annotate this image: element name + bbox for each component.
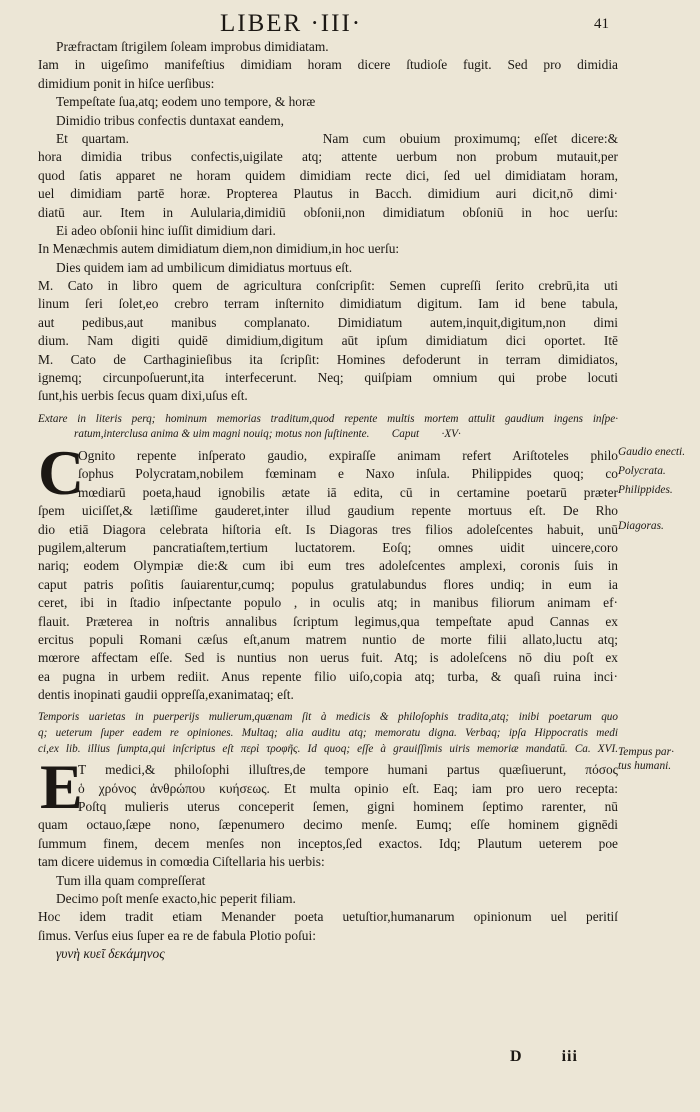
text-line: Hoc idem tradit etiam Menander poeta uetuſtior,humanarum opinionum uel peritiſ (38, 909, 618, 925)
drop-cap-initial: C (38, 437, 85, 508)
text-line: Ognito repente inſperato gaudio, expiraſſe animam refert Ariſtoteles philo (78, 448, 618, 463)
signature-letter: D (510, 1048, 523, 1065)
verse-line: Tum illa quam compreſſerat (56, 872, 206, 888)
text-line: ſunt,his uerbis ſecus quam dixi,uſus eſt. (38, 388, 248, 404)
margin-note-gaudio: Gaudio enecti. (618, 446, 686, 458)
text-line: Iam in uigeſimo manifeſtius dimidiam horam dicere ſtudioſe fugit. Sed pro dimidia (38, 57, 618, 73)
text-line: quam octauo,ſæpe nono, ſæpenumero decimo menſe. Eumq; eſſe hominem gignēdi (38, 817, 618, 833)
text-line: M. Cato de Carthaginieſibus ita ſcripſit: Homines defoderunt in terram dimidiatos, (38, 351, 618, 367)
text-line: hora dimidia tribus confectis,uigilate atq; attente uerbum non probum mutauit,per (38, 149, 618, 165)
text-body (38, 38, 618, 964)
text-line: In Menæchmis autem dimidiatum diem,non dimidium,in hoc uerſu: (38, 241, 400, 257)
margin-note-polycrata: Polycrata. (618, 465, 666, 477)
text-line: ercitus populi Romani cæſus eſt,anum matrem nuntio de morte filii allato,luctu atq; (38, 631, 618, 647)
chapter-heading-line: ratum,interclusa anima & uim magni nouiq; motus non ſuſtinente. Caput ·XV· (74, 428, 461, 441)
signature-leaf: iii (561, 1048, 578, 1065)
chapter-heading-line: q; ueterum ſuper eadem re opiniones. Multaq; alia auditu atq; memoratu digna. Verbaq; ipſa Hippocratis medi (38, 727, 618, 740)
text-line: Et quartam. Nam cum obuium proximumq; eſſet dicere:& (56, 130, 618, 146)
text-line: caput patris poſitis ſauiarentur,cumq; populus gratulabundus flores undiq; in eum ia (38, 576, 618, 592)
text-line: nariq; eodem Olympiæ die:& cum ibi eum tres adoleſcentes amplexi, coronis ſuis in (38, 558, 618, 574)
text-line: linum ſeri ſolet,eo crebro terram inſternito dimidiatum digitum. Iam id bene tabula, (38, 296, 618, 312)
signature-mark (510, 1048, 612, 1066)
margin-note-philippides: Philippides. (618, 484, 673, 496)
verse-line: Tempeſtate ſua,atq; eodem uno tempore, & horæ (56, 94, 316, 110)
text-line: flauit. Præterea in noſtris annalibus ſcriptum legimus,qua tempeſtate apud Cannas ex (38, 613, 618, 629)
text-line: ſimus. Verſus eius ſuper ea re de fabula Plotio poſui: (38, 927, 316, 943)
text-line: Poſtq mulieris uterus conceperit ſemen, gigni hominem ſeptimo rarenter, nū (78, 799, 618, 815)
margin-note-diagoras: Diagoras. (618, 520, 664, 532)
greek-verse-line: γυνὴ κυεῖ δεκάμηνος (56, 946, 165, 962)
folio-number: 41 (594, 16, 609, 32)
verse-line: Decimo poſt menſe exacto,hic peperit filiam. (56, 890, 296, 906)
chapter-xv-text (38, 437, 618, 704)
text-line: ſpem uiciſſet,& lætiſſime gauderet,inter illud gaudium repente mortuus eſt. De Rho (38, 503, 618, 519)
text-line: ceret, ibi in ſtadio inſpectante populo , in oculis atq; in manibus filiorum animam ef· (38, 595, 618, 611)
text-line: ὁ χρόνος ἀνθρώπου κυήσεως. Et multa opinio eſt. Eaq; iam pro uero recepta: (78, 780, 618, 796)
text-line: diatū aur. Item in Aulularia,dimidiū obſonii,non dimidiatum obſoniū in hoc uerſu: (38, 204, 618, 220)
text-line: dio etiā Diagora celebrata hiſtoria eſt. Is Diagoras tres filios adoleſcentes habuit, unū (38, 521, 618, 537)
text-line: mœrore affectam eſſe. Sed is nuntius non uerus fuit. Atq; is adoleſcens nō diu poſt ex (38, 650, 618, 666)
margin-note-tempus: Tempus par· (618, 746, 674, 758)
text-line: M. Cato in libro quem de agricultura conſcripſit: Semen cupreſſi ſerito crebrū,ita uti (38, 278, 618, 294)
verse-line: Dies quidem iam ad umbilicum dimidiatus mortuus eſt. (56, 259, 353, 275)
text-line: Præfractam ſtrigilem ſoleam improbus dimidiatam. (56, 39, 329, 54)
text-line: pugilem,alterum pancratiaſtem,tertium luctatorem. Eoſq; omnes uidit uincere,coro (38, 539, 618, 555)
verse-line: Dimidio tribus confectis duntaxat eandem, (56, 112, 284, 128)
running-title: LIBER ·III· (220, 10, 363, 37)
text-line: dentis inopinati gaudii oppreſſa,exanimataq; eſt. (38, 687, 294, 703)
text-line: T medici,& philoſophi illuſtres,de tempore humani partus quæſiuerunt, πόσος (78, 762, 618, 778)
text-line: quod ſatis apparet ne horam quidem dimidiam recte dici, ſed uel dimidiatam horam, (38, 167, 618, 183)
chapter-heading-line: Extare in literis perq; hominum memorias traditum,quod repente multis mortem attulit gaudium ingens inſpe· (38, 412, 618, 425)
text-line: ignemq; circunpoſuerunt,ita interfecerunt. Neq; quiſpiam omnium qui probe locuti (38, 370, 618, 386)
text-line: dimidium ponit in hiſce uerſibus: (38, 75, 215, 91)
text-line: mœdiarū poeta,haud ignobilis ætate iā edita, cū in certamine poetarū præter (78, 484, 618, 500)
text-line: ſophus Polycratam,nobilem fœminam e Naxo inſula. Philippides quoq; co (78, 466, 618, 482)
chapter-xvi-text (38, 751, 618, 963)
text-line: ſummum finem, decem menſes non inceptos,ſed exactos. Idq; Plautum ueterem poe (38, 835, 618, 851)
text-line: dium. Nam digiti quidē dimidium,digitum aūt ipſum dimidiatum dici oportet. Itē (38, 333, 618, 349)
page-header (0, 6, 700, 40)
text-line: aut pedibus,aut manibus complanato. Dimidiatum autem,inquit,digitum,non dimi (38, 314, 618, 330)
margin-note-tempus: tus humani. (618, 760, 672, 772)
text-line: tam dicere uidemus in comœdia Ciſtellaria his uerbis: (38, 854, 325, 870)
verse-line: Ei adeo obſonii hinc iuſſit dimidium dari. (56, 222, 276, 238)
text-line: ea pugna in urbem rediit. Anus repente filio uiſo,copia atq; turba, & quaſi ruina inci· (38, 668, 618, 684)
chapter-heading-line: ci,ex lib. illius ſumpta,qui inſcriptus eſt περὶ τροφῆς. Id quoq; eſſe à grauiſſimis uiris memoriæ mandatū. Ca. XVI. (38, 742, 618, 755)
text-line: uel dimidiam partē horæ. Propterea Plautus in Bacch. dimidium auri dicit,nō dimi· (38, 186, 618, 202)
drop-cap-initial: E (40, 751, 83, 823)
chapter-heading-line: Temporis uarietas in puerperijs mulierum,quænam ſit à medicis & philoſophis tradita,atq; inibi poetarum quo (38, 711, 618, 724)
